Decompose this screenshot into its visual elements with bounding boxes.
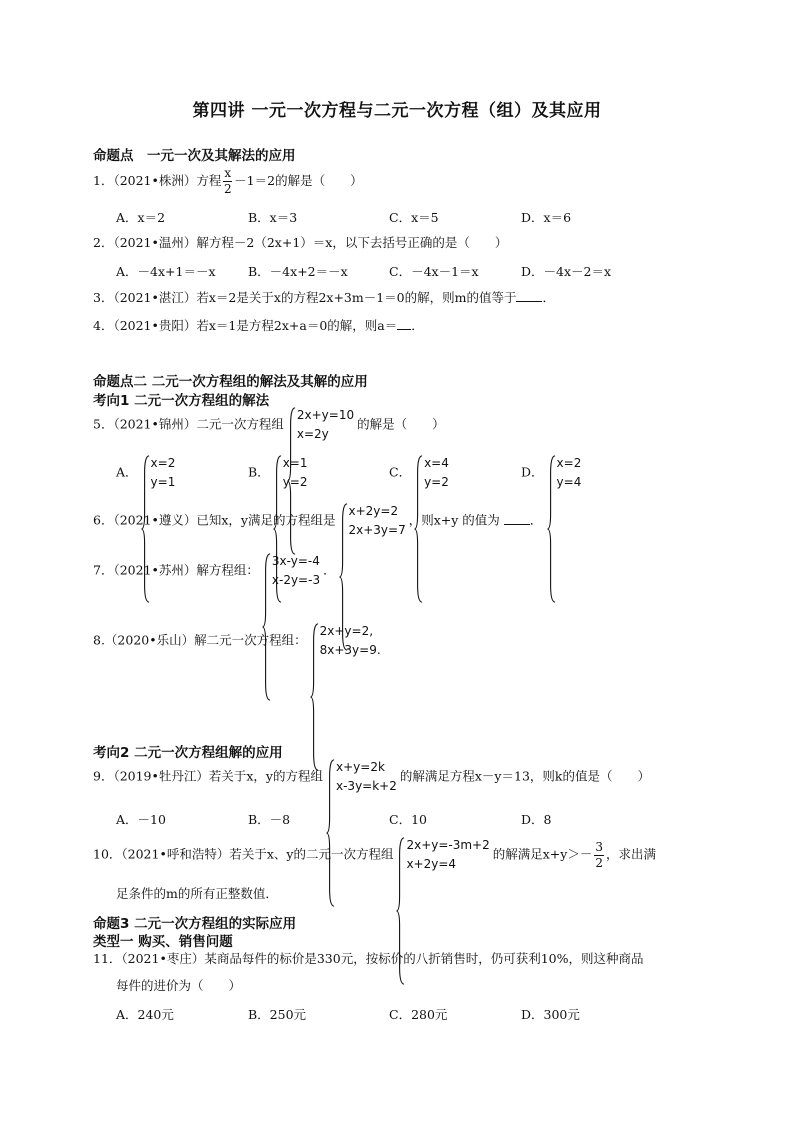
answer-blank[interactable] xyxy=(397,317,411,330)
q2-option-b[interactable]: B．－4x+2＝－x xyxy=(248,264,348,279)
q5-option-b[interactable]: B． x=1 y=2 xyxy=(248,454,310,492)
fraction: $\frac{3}{2}$ xyxy=(595,839,603,870)
subsection-heading-3: 类型一 购买、销售问题 xyxy=(93,934,233,950)
q5-option-c[interactable]: C． x=4 y=2 xyxy=(389,454,452,492)
q11-option-c[interactable]: C．280元 xyxy=(389,1007,448,1022)
subsection-heading-2: 考向2 二元一次方程组解的应用 xyxy=(93,745,283,761)
q9-option-d[interactable]: D．8 xyxy=(521,812,552,827)
question-10: 10．（2021•呼和浩特）若关于x、y的二元一次方程组 2x+y=-3m+2 x+2y=4 的解满足x+y＞－ $\frac{3}{2}$ ，求出满 xyxy=(93,836,656,874)
q1-option-b[interactable]: B．x＝3 xyxy=(248,210,298,225)
equation-system: 2x+y=10 x=2y xyxy=(287,406,354,444)
q2-option-c[interactable]: C．－4x－1＝x xyxy=(389,264,479,279)
q11-option-d[interactable]: D．300元 xyxy=(521,1007,580,1022)
answer-blank[interactable] xyxy=(504,512,530,525)
brace-icon xyxy=(310,622,319,772)
question-2: 2．（2021•温州）解方程－2（2x+1）＝x，以下去括号正确的是（ ） xyxy=(93,235,508,250)
question-11: 11．（2021•枣庄）某商品每件的标价是330元，按标价的八折销售时，仍可获利10%，则这种商品 xyxy=(93,951,644,966)
question-10-line-2: 足条件的m的所有正整数值． xyxy=(116,886,278,901)
page-title: 第四讲 一元一次方程与二元一次方程（组）及其应用 xyxy=(192,101,602,121)
question-9: 9．（2019•牡丹江）若关于x，y的方程组 x+y=2k x-3y=k+2 的解满足方程x－y＝13，则k的值是（ ） xyxy=(93,758,650,796)
q5-option-a[interactable]: A． x=2 y=1 xyxy=(116,454,178,492)
q9-option-c[interactable]: C．10 xyxy=(389,812,427,827)
q11-option-a[interactable]: A．240元 xyxy=(116,1007,174,1022)
section-heading-3: 命题3 二元一次方程组的实际应用 xyxy=(93,916,297,932)
question-11-line-2: 每件的进价为（ ） xyxy=(116,978,242,993)
question-7: 7．（2021•苏州）解方程组： 3x-y=-4 x-2y=-3 ． xyxy=(93,552,336,590)
question-6: 6．（2021•遵义）已知x，y满足的方程组是 x+2y=2 2x+3y=7 ，则x+y 的值为 ． xyxy=(93,502,542,540)
question-3: 3．（2021•湛江）若x＝2是关于x的方程2x+3m－1＝0的解，则m的值等于 ． xyxy=(93,290,555,305)
brace-icon xyxy=(326,758,335,908)
section-heading-2: 命题点二 二元一次方程组的解法及其解的应用 xyxy=(93,374,368,390)
section-heading-1: 命题点 一元一次及其解法的应用 xyxy=(93,148,296,164)
question-4: 4．（2021•贵阳）若x＝1是方程2x+a＝0的解，则a＝ ． xyxy=(93,318,424,333)
question-5: 5．（2021•锦州）二元一次方程组 2x+y=10 x=2y 的解是（ ） xyxy=(93,406,445,444)
q9-option-b[interactable]: B．－8 xyxy=(248,812,291,827)
q11-option-b[interactable]: B．250元 xyxy=(248,1007,307,1022)
q2-option-d[interactable]: D．－4x－2＝x xyxy=(521,264,612,279)
q2-option-a[interactable]: A．－4x+1＝－x xyxy=(116,264,216,279)
q1-option-a[interactable]: A．x＝2 xyxy=(116,210,166,225)
answer-blank[interactable] xyxy=(516,289,542,302)
question-8: 8.（2020•乐山）解二元一次方程组： 2x+y=2, 8x+3y=9. xyxy=(93,622,384,660)
subsection-heading-1: 考向1 二元一次方程组的解法 xyxy=(93,393,270,409)
question-1: 1．（2021•株洲）方程 $\frac{x}{2}$ －1＝2的解是（ ） xyxy=(93,166,363,196)
q5-option-d[interactable]: D． x=2 y=4 xyxy=(521,454,584,492)
fraction: $\frac{x}{2}$ xyxy=(223,166,232,196)
q9-option-a[interactable]: A．－10 xyxy=(116,812,166,827)
q1-option-c[interactable]: C．x＝5 xyxy=(389,210,439,225)
brace-icon xyxy=(547,454,556,604)
q1-option-d[interactable]: D．x＝6 xyxy=(521,210,572,225)
